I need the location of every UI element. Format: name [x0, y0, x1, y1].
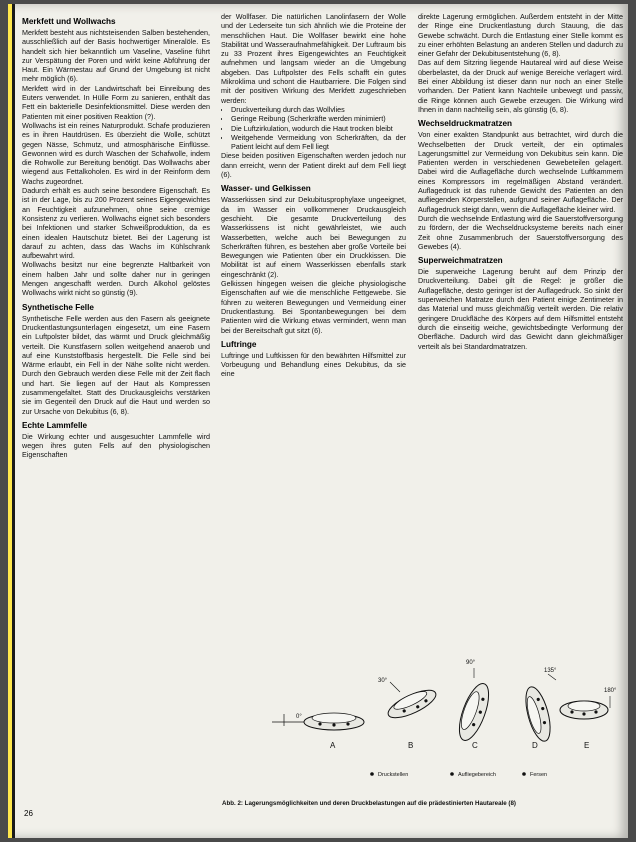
paragraph: Wasserkissen sind zur Dekubitusprophylaxe ungeeignet, da im Wasser ein vollkommener Druckausgleich geschieht. Die gesamte Druckverteilung des Wasserkissens ist nicht gewährleistet, wie auch Wasserbetten, welche auch bei Bewegungen zu Scherkräften führen, es bestehen aber große Vorteile bei Bewegungen wie Patienten über ein Druckkissen. Die Mobilität ist auf einem Wasserkissen ebenfalls stark eingeschränkt (2). [221, 195, 406, 279]
text-column-1 [22, 12, 210, 812]
angle-label: 0° [296, 714, 302, 720]
list-item: • Druckverteilung durch das Wollvlies [231, 105, 406, 114]
pose-label: B [408, 741, 414, 750]
page-edge-highlight [8, 4, 15, 838]
paragraph: Von einer exakten Standpunkt aus betrachtet, wird durch die Wechselbetten der Druck verteilt, der ein optimales Lagerungsmittel zur Vermeidung von Dekubitus sein kann. Die Patienten werden in verschiedenen Gewebeteilen gelagert. Dabei wird die Auflagefläche durch wechselnde Luftkammern eines Kompressors im regelmäßigen Abstand verändert. Auflagedruck ist das ruhende Gewicht des Patienten an den aufliegenden Körperstellen, aufgrund seiner Auflagefläche. Der Auflagedruck steigt dann, wenn die Auflagefläche kleiner wird. [418, 130, 623, 214]
list-item: • Die Luftzirkulation, wodurch die Haut trocken bleibt [231, 124, 406, 133]
paragraph: Die Wirkung echter und ausgesuchter Lammfelle wird wegen ihres guten Fells auf den physiologischen Eigenschaften [22, 431, 210, 460]
paragraph: Merkfett besteht aus nichtsteisenden Salben bestehenden, ausschließlich auf der Basis hochwertiger Mineralöle. Es handelt sich hier bekanntlich um Vaseline, Vaseline führt zur Verspätung der Poren und wirkt keine Abführung der Haut. Ein Wärmestau auf Grund der Umgebung ist nicht mehr möglich (6). [22, 28, 210, 84]
list-item: • Weitgehende Vermeidung von Scherkräften, da der Patient leicht auf dem Fell liegt [231, 133, 406, 152]
heading-merkfett: Merkfett und Wollwachs [22, 17, 116, 26]
figure-pose-b [385, 685, 440, 723]
paragraph: Luftringe und Luftkissen für den bewährten Hilfsmittel zur Vorbeugung und Behandlung eines Dekubitus, da sie eine [221, 350, 406, 379]
paragraph: Das auf dem Sitzring liegende Hautareal wird auf diese Weise überbelastet, da der Druck auf wenige Bereiche verlagert wird. Bei einer Abbildung ist dieser dann nur noch an einer Stelle vorhanden. Der Patient kann Nachteile unbewegt und passiv, die Ringe können auch Gewebe erzeugen. Die Wirkung wird Ihnen in dann nachteilig sein, als günstig (6, 8). [418, 58, 623, 114]
figure-svg [222, 652, 622, 798]
legend-item: Fersen [530, 772, 548, 778]
paragraph: Merkfett wird in der Landwirtschaft bei Einreibung des Euters verwendet. In Hülle Form zu sanieren, enthält das Fett ein bakterielle Desinfektionsmittel. Diese werden den Patienten mit einer positiven Reaktion (?). [22, 83, 210, 121]
figure-pose-e [560, 696, 610, 719]
figure-pose-d [521, 684, 555, 743]
legend-marker [522, 772, 526, 776]
paragraph: Durch die wechselnde Entlastung wird die Sauerstoffversorgung zu fördern, der die Wechseldrucksysteme bereits nach einer Zeit ohne Zusammenbruch der Sauerstoffversorgung des Gewebes (4). [418, 213, 623, 251]
heading-luftringe: Luftringe [221, 339, 257, 349]
paragraph: Die superweiche Lagerung beruht auf dem Prinzip der Druckverteilung. Dabei gilt die Regel: je größer die Auflagefläche, desto geringer ist der Auflagedruck. So sinkt der superweichen Matratze durch den Patient einige Zentimeter in das Material und muss gleichmäßig verteilt werden. Die relativ geringere Druckfläche des Körpers auf dem Hilfsmittel entsteht durch die einseitig weiche, gewichtsbedingte Verformung der Oberfläche. Dadurch wird das Gewicht dann gleichmäßiger verteilt als bei Standardmatratzen. [418, 267, 623, 351]
legend-marker [370, 772, 374, 776]
heading-wasser-gelkissen: Wasser- und Gelkissen [221, 184, 311, 194]
paragraph: Wollwachs besitzt nur eine begrenzte Haltbarkeit von einem halben Jahr und sollte daher nur in geringen Mengen angeschafft werden. Durch Alkohol gelöstes Wollwachs wirkt nicht so günstig (9). [22, 260, 210, 298]
paragraph: Dadurch erhält es auch seine besondere Eigenschaft. Es ist in der Lage, bis zu 200 Prozent seines Eigengewichtes an Feuchtigkeit aufzunehmen, ohne seine cremige Konsistenz zu verlieren. Wollwachs eignet sich besonders bei Infektionen und starker Schweißproduktion, da es einen idealen Hautschutz bietet. Bei der Lagerung ist darauf zu achten, dass das Wachs im Kühlschrank aufbewahrt wird. [22, 186, 210, 261]
positioning-figure [222, 652, 622, 798]
legend-item: Aufliegebereich [458, 772, 496, 778]
text-column-3 [418, 12, 623, 672]
legend-marker [450, 772, 454, 776]
pose-label: D [532, 741, 538, 750]
text-column-2 [221, 12, 406, 672]
heading-superweichmatratzen: Superweichmatratzen [418, 256, 503, 266]
paragraph: Wollwachs ist ein reines Naturprodukt. Schafe produzieren es in ihren Hautdrüsen. Es überzieht die Wolle, schützt gegen Nässe, Schmutz, und atmosphärische Einflüsse. Gewonnen wird es durch Waschen der Schafwolle, indem die Rohwolle zur Bereitung benötigt. Das Wollwachs aber wiegend aus Fettalkoholen. Es wird in der Reinform dem Wachs zugeordnet. [22, 120, 210, 186]
page-number: 26 [24, 809, 33, 818]
figure-caption: Abb. 2: Lagerungsmöglichkeiten und deren Druckbelastungen auf die prädestinierten Hautareale (8) [222, 800, 516, 807]
angle-label: 135° [544, 668, 557, 674]
list-item: • Geringe Reibung (Scherkräfte werden minimiert) [231, 114, 406, 123]
heading-echte-lammfelle: Echte Lammfelle [22, 420, 88, 430]
figure-pose-a [272, 713, 364, 730]
paragraph: direkte Lagerung ermöglichen. Außerdem entsteht in der Mitte der Ringe eine Druckentlastung durch Stauung, die das Gewebe schwächt. Durch die Entlastung einer Stelle kommt es zu einer erhöhten Belastung an anderen Stellen und dadurch zu einer Gefahr der Dekubitusentstehung (6, 8). [418, 12, 623, 59]
paragraph: Diese beiden positiven Eigenschaften werden jedoch nur dann erreicht, wenn der Patient direkt auf dem Fell liegt (6). [221, 151, 406, 180]
paragraph: Synthetische Felle werden aus den Fasern als geeignete Druckentlastungsunterlagen eingesetzt, um eine Fasern ein Luftpolster bildet, das wärmt und Druck gleichmäßig verteilt. Die Kunstfasern sollen weitgehend anaerob und auf eine Kunststoffbasis hergestellt. Die Felle sind bei Wärme erlaubt, ein Fell in der Nähe sollte nicht werden. Durch den Gebrauch werden diese Felle mit der Zeit flach und hart. Sie liegen auf der Haut als Kompressen zusammengefaltet. Statt des Druckausgleichs verstärken sie im Gegenteil den Druck auf die Haut und werden so zur Ursache von Dekubitus (6, 8). [22, 313, 210, 416]
figure-pose-c [453, 680, 494, 744]
legend-item: Druckstellen [378, 772, 409, 778]
angle-label: 90° [466, 660, 476, 666]
paragraph: Gelkissen hingegen weisen die gleiche physiologische Eigenschaften auf wie die menschliche Fettgewebe. Sie führen zu weiteren Bewegungen und Vermeidung einer Druckentlastung. Bei Spontanbewegungen bei dem Patienten wird die Wirkung etwas vermindert, wenn man bei der Bereitschaft gut sitzt (6). [221, 279, 406, 335]
pose-label: A [330, 741, 336, 750]
paragraph: der Wollfaser. Die natürlichen Lanolinfasern der Wolle und der Lederseite tun sich ähnlich wie die Proteine der menschlichen Haut. Die Wollfaser bewirkt eine hohe Stabilität und Wasseraufnahmefähigkeit. Der Luftraum bis zu 33 Prozent ihres Eigengewichtes an Feuchtigkeit aufnehmen und langsam wieder an die Umgebung abgeben. Das Luftpolster des Fells schafft ein gutes Mikroklima und schont die Hautbarriere. Die Folgen sind mit der positiven Wirkung des Merkfett zugeschrieben werden: [221, 12, 406, 105]
benefit-list [221, 105, 406, 151]
pose-label: E [584, 741, 590, 750]
heading-wechseldruckmatratzen: Wechseldruckmatratzen [418, 119, 513, 129]
angle-label: 30° [378, 678, 388, 684]
pose-label: C [472, 741, 478, 750]
angle-label: 180° [604, 688, 617, 694]
heading-synthetische-felle: Synthetische Felle [22, 302, 94, 312]
book-page [8, 4, 628, 838]
